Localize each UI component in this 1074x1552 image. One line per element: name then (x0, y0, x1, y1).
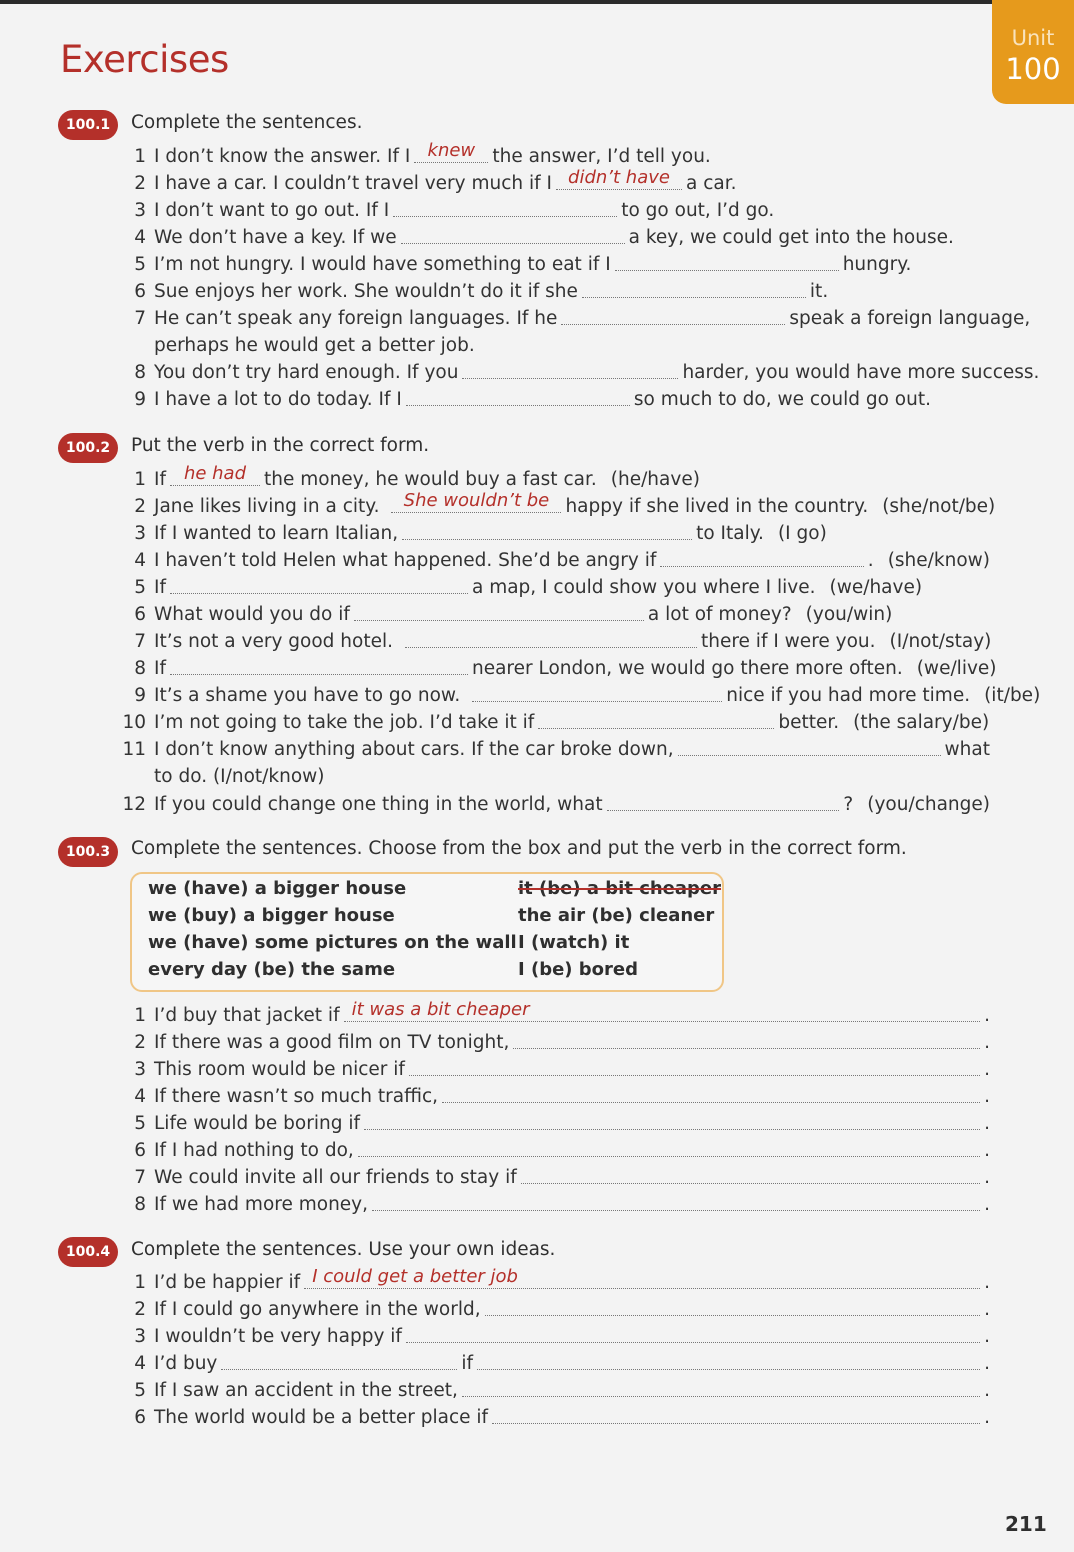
answer-blank[interactable] (462, 1378, 980, 1397)
item-text-before: I’d be happier if (154, 1272, 301, 1293)
end-mark: . (984, 1113, 990, 1134)
end-mark: . (984, 1407, 990, 1428)
item-number: 11 (122, 739, 146, 760)
verb-hint: (we/have) (829, 577, 923, 598)
box-phrase-used: it (be) a bit cheaper (518, 878, 722, 899)
item-text-before: If I saw an accident in the street, (154, 1380, 458, 1401)
answer-blank[interactable] (170, 463, 260, 486)
item-text-before: Jane likes living in a city. (154, 496, 380, 517)
answer-text: I could get a better job (312, 1266, 518, 1287)
exercise-item (120, 221, 954, 248)
end-mark: . (984, 1005, 990, 1026)
box-phrase: we (have) some pictures on the wall (148, 932, 517, 953)
section-instruction-100-4: Complete the sentences. Use your own ideas. (131, 1239, 556, 1260)
exercise-item (120, 275, 828, 302)
item-number: 1 (134, 1005, 146, 1026)
section-badge-100-1: 100.1 (58, 110, 118, 140)
section-instruction-100-2: Put the verb in the correct form. (131, 435, 430, 456)
item-number: 12 (122, 794, 146, 815)
top-rule (0, 0, 1074, 4)
verb-hint: (it/be) (984, 685, 1041, 706)
item-text-after: what (944, 739, 990, 760)
item-number: 2 (134, 173, 146, 194)
answer-blank[interactable] (538, 710, 774, 729)
item-text-before: If we had more money, (154, 1194, 369, 1215)
answer-blank[interactable] (513, 1030, 980, 1049)
item-text-before: I have a lot to do today. If I (154, 389, 402, 410)
item-number: 8 (134, 362, 146, 383)
item-number: 1 (134, 1272, 146, 1293)
unit-label: Unit (1011, 26, 1055, 50)
answer-blank[interactable] (405, 629, 697, 648)
item-number: 3 (134, 1059, 146, 1080)
item-text-after: there if I were you. (700, 631, 876, 652)
exercise-item (120, 1161, 990, 1188)
item-text-before: I’m not hungry. I would have something to eat if I (154, 254, 611, 275)
item-text-after: the answer, I’d tell you. (492, 146, 711, 167)
item-text-after: a key, we could get into the house. (628, 227, 954, 248)
answer-blank[interactable] (358, 1138, 980, 1157)
answer-blank[interactable] (521, 1165, 980, 1184)
page-number: 211 (1005, 1512, 1047, 1536)
item-text-before: If (154, 469, 166, 490)
exercise-item (120, 356, 1039, 383)
end-mark: . (984, 1194, 990, 1215)
item-text-before: Life would be boring if (154, 1113, 360, 1134)
box-phrase: I (watch) it (518, 932, 630, 953)
page-title: Exercises (60, 38, 229, 81)
answer-blank[interactable] (660, 548, 863, 567)
item-text-after: better. (778, 712, 840, 733)
item-text-before: I haven’t told Helen what happened. She’d be angry if (154, 550, 657, 571)
item-number: 5 (134, 1380, 146, 1401)
answer-blank[interactable] (354, 602, 644, 621)
word-box (130, 872, 724, 992)
item-text-before: I don’t want to go out. If I (154, 200, 390, 221)
item-text-after: to Italy. (696, 523, 764, 544)
answer-blank[interactable] (414, 140, 488, 163)
exercise-item (120, 706, 989, 733)
item-number: 3 (134, 1326, 146, 1347)
answer-blank[interactable] (170, 575, 468, 594)
item-text-before: If there was a good film on TV tonight, (154, 1032, 510, 1053)
item-number: 6 (134, 1140, 146, 1161)
answer-blank[interactable] (170, 656, 468, 675)
item-number: 4 (134, 550, 146, 571)
verb-hint: (she/know) (887, 550, 990, 571)
item-continuation-text: perhaps he would get a better job. (154, 335, 475, 356)
exercise-item (120, 140, 711, 167)
answer-blank[interactable] (344, 999, 981, 1022)
end-mark: . (984, 1167, 990, 1188)
item-number: 3 (134, 200, 146, 221)
verb-hint: (we/live) (916, 658, 997, 679)
item-number: 5 (134, 1113, 146, 1134)
item-number: 7 (134, 308, 146, 329)
answer-blank[interactable] (304, 1266, 980, 1289)
answer-blank[interactable] (615, 252, 839, 271)
exercise-item (120, 1293, 990, 1320)
exercise-item (120, 463, 700, 490)
item-text-middle: if (461, 1353, 474, 1374)
item-text-after: a lot of money? (647, 604, 792, 625)
exercise-item (120, 1026, 990, 1053)
item-text-before: I wouldn’t be very happy if (154, 1326, 402, 1347)
exercise-item (120, 517, 827, 544)
item-text-after: . (867, 550, 874, 571)
exercise-item (120, 999, 990, 1026)
answer-text: She wouldn’t be (403, 490, 550, 511)
section-badge-100-3: 100.3 (58, 837, 118, 867)
answer-blank[interactable] (402, 521, 692, 540)
exercise-item (120, 679, 1040, 706)
exercise-item (120, 1374, 990, 1401)
item-text-after: the money, he would buy a fast car. (263, 469, 597, 490)
answer-blank[interactable] (556, 167, 682, 190)
exercise-item (120, 1053, 990, 1080)
answer-text: didn’t have (568, 167, 670, 188)
section-badge-100-2: 100.2 (58, 433, 118, 463)
answer-blank[interactable] (472, 683, 722, 702)
answer-blank[interactable] (607, 792, 840, 811)
exercise-item (120, 598, 892, 625)
item-text-after: harder, you would have more success. (682, 362, 1040, 383)
item-number: 4 (134, 227, 146, 248)
answer-blank[interactable] (485, 1297, 980, 1316)
item-number: 7 (134, 631, 146, 652)
exercise-item (120, 1107, 990, 1134)
item-number: 8 (134, 1194, 146, 1215)
exercise-item (120, 1134, 990, 1161)
item-number: 9 (134, 685, 146, 706)
box-phrase: every day (be) the same (148, 959, 396, 980)
verb-hint: (I go) (777, 523, 827, 544)
end-mark: . (984, 1380, 990, 1401)
item-text-before: You don’t try hard enough. If you (154, 362, 459, 383)
end-mark: . (984, 1326, 990, 1347)
answer-blank[interactable] (406, 1324, 980, 1343)
end-mark: . (984, 1272, 990, 1293)
answer-blank[interactable] (582, 279, 806, 298)
answer-text: it was a bit cheaper (351, 999, 530, 1020)
answer-blank[interactable] (372, 1192, 980, 1211)
item-continuation-text: to do. (I/not/know) (154, 766, 325, 787)
exercise-item (120, 194, 774, 221)
item-text-before: If there wasn’t so much traffic, (154, 1086, 439, 1107)
item-text-before: He can’t speak any foreign languages. If he (154, 308, 558, 329)
item-number: 6 (134, 281, 146, 302)
item-text-before: If I had nothing to do, (154, 1140, 354, 1161)
answer-blank[interactable] (393, 198, 617, 217)
item-number: 8 (134, 658, 146, 679)
section-badge-100-4: 100.4 (58, 1237, 118, 1267)
verb-hint: (she/not/be) (882, 496, 996, 517)
exercise-item (120, 1188, 990, 1215)
item-text-before: If you could change one thing in the world, what (154, 794, 603, 815)
verb-hint: (the salary/be) (853, 712, 990, 733)
answer-blank[interactable] (406, 387, 630, 406)
exercise-item (120, 248, 911, 275)
answer-blank[interactable] (561, 306, 785, 325)
item-text-before: We could invite all our friends to stay if (154, 1167, 517, 1188)
end-mark: . (984, 1140, 990, 1161)
section-instruction-100-3: Complete the sentences. Choose from the box and put the verb in the correct form. (131, 838, 907, 859)
end-mark: . (984, 1353, 990, 1374)
answer-blank[interactable] (409, 1057, 980, 1076)
item-text-before: The world would be a better place if (154, 1407, 489, 1428)
exercise-item (120, 733, 990, 760)
item-text-after: a map, I could show you where I live. (471, 577, 816, 598)
exercise-item (120, 571, 922, 598)
item-text-after: nice if you had more time. (726, 685, 971, 706)
item-text-after: a car. (686, 173, 737, 194)
answer-blank[interactable] (391, 490, 561, 513)
verb-hint: (you/win) (805, 604, 893, 625)
item-text-before: It’s a shame you have to go now. (154, 685, 461, 706)
item-text-before: If I wanted to learn Italian, (154, 523, 399, 544)
item-number: 2 (134, 1032, 146, 1053)
item-text-before: This room would be nicer if (154, 1059, 405, 1080)
item-number: 4 (134, 1086, 146, 1107)
end-mark: . (984, 1059, 990, 1080)
exercise-item (120, 383, 931, 410)
exercise-item (120, 652, 997, 679)
box-phrase: we (buy) a bigger house (148, 905, 395, 926)
item-text-before: I don’t know the answer. If I (154, 146, 411, 167)
end-mark: . (984, 1086, 990, 1107)
exercise-item (120, 490, 995, 517)
exercise-item (120, 1347, 990, 1374)
exercise-item (120, 302, 1030, 329)
item-text-before: If (154, 658, 166, 679)
exercise-item (120, 625, 991, 652)
item-number: 6 (134, 1407, 146, 1428)
item-text-before: If I could go anywhere in the world, (154, 1299, 481, 1320)
exercise-item (120, 1320, 990, 1347)
item-text-after: happy if she lived in the country. (565, 496, 869, 517)
item-text-after: speak a foreign language, (789, 308, 1031, 329)
item-text-after: so much to do, we could go out. (633, 389, 931, 410)
section-instruction-100-1: Complete the sentences. (131, 112, 363, 133)
exercise-item (120, 788, 990, 815)
answer-blank[interactable] (462, 360, 678, 379)
item-text-after: hungry. (842, 254, 912, 275)
item-text-before: I’m not going to take the job. I’d take it if (154, 712, 535, 733)
item-text-after: nearer London, we would go there more often. (471, 658, 903, 679)
item-text-before: I’d buy that jacket if (154, 1005, 340, 1026)
answer-blank-second[interactable] (477, 1351, 980, 1370)
answer-blank[interactable] (364, 1111, 980, 1130)
item-text-before: I don’t know anything about cars. If the car broke down, (154, 739, 674, 760)
item-number: 5 (134, 254, 146, 275)
item-number: 2 (134, 1299, 146, 1320)
answer-blank[interactable] (442, 1084, 980, 1103)
exercise-item-continuation (120, 760, 325, 787)
verb-hint: (I/not/stay) (889, 631, 992, 652)
end-mark: . (984, 1032, 990, 1053)
item-text-after: to go out, I’d go. (621, 200, 775, 221)
item-text-before: If (154, 577, 166, 598)
exercise-item (120, 1266, 990, 1293)
item-text-before: What would you do if (154, 604, 350, 625)
item-text-before: We don’t have a key. If we (154, 227, 397, 248)
answer-blank[interactable] (401, 225, 625, 244)
exercise-item (120, 1080, 990, 1107)
item-text-after: ? (843, 794, 854, 815)
end-mark: . (984, 1299, 990, 1320)
item-number: 1 (134, 469, 146, 490)
verb-hint: (you/change) (867, 794, 990, 815)
item-text-after: it. (809, 281, 829, 302)
item-number: 10 (122, 712, 146, 733)
item-text-before: I’d buy (154, 1353, 218, 1374)
item-number: 9 (134, 389, 146, 410)
item-text-before: Sue enjoys her work. She wouldn’t do it if she (154, 281, 578, 302)
answer-blank[interactable] (221, 1351, 457, 1370)
box-phrase: I (be) bored (518, 959, 638, 980)
unit-number: 100 (1005, 52, 1061, 86)
box-phrase: we (have) a bigger house (148, 878, 407, 899)
verb-hint: (he/have) (610, 469, 700, 490)
item-number: 4 (134, 1353, 146, 1374)
answer-blank[interactable] (492, 1405, 980, 1424)
exercise-item (120, 167, 737, 194)
answer-text: knew (427, 140, 476, 161)
item-number: 5 (134, 577, 146, 598)
item-text-before: It’s not a very good hotel. (154, 631, 393, 652)
exercise-item (120, 1401, 990, 1428)
item-number: 2 (134, 496, 146, 517)
exercise-item (120, 544, 990, 571)
answer-blank[interactable] (678, 737, 941, 756)
item-number: 1 (134, 146, 146, 167)
item-text-before: I have a car. I couldn’t travel very much if I (154, 173, 553, 194)
answer-text: he had (183, 463, 247, 484)
item-number: 3 (134, 523, 146, 544)
item-number: 7 (134, 1167, 146, 1188)
item-number: 6 (134, 604, 146, 625)
unit-tab (992, 0, 1074, 104)
exercise-item-continuation (120, 329, 475, 356)
box-phrase: the air (be) cleaner (518, 905, 715, 926)
